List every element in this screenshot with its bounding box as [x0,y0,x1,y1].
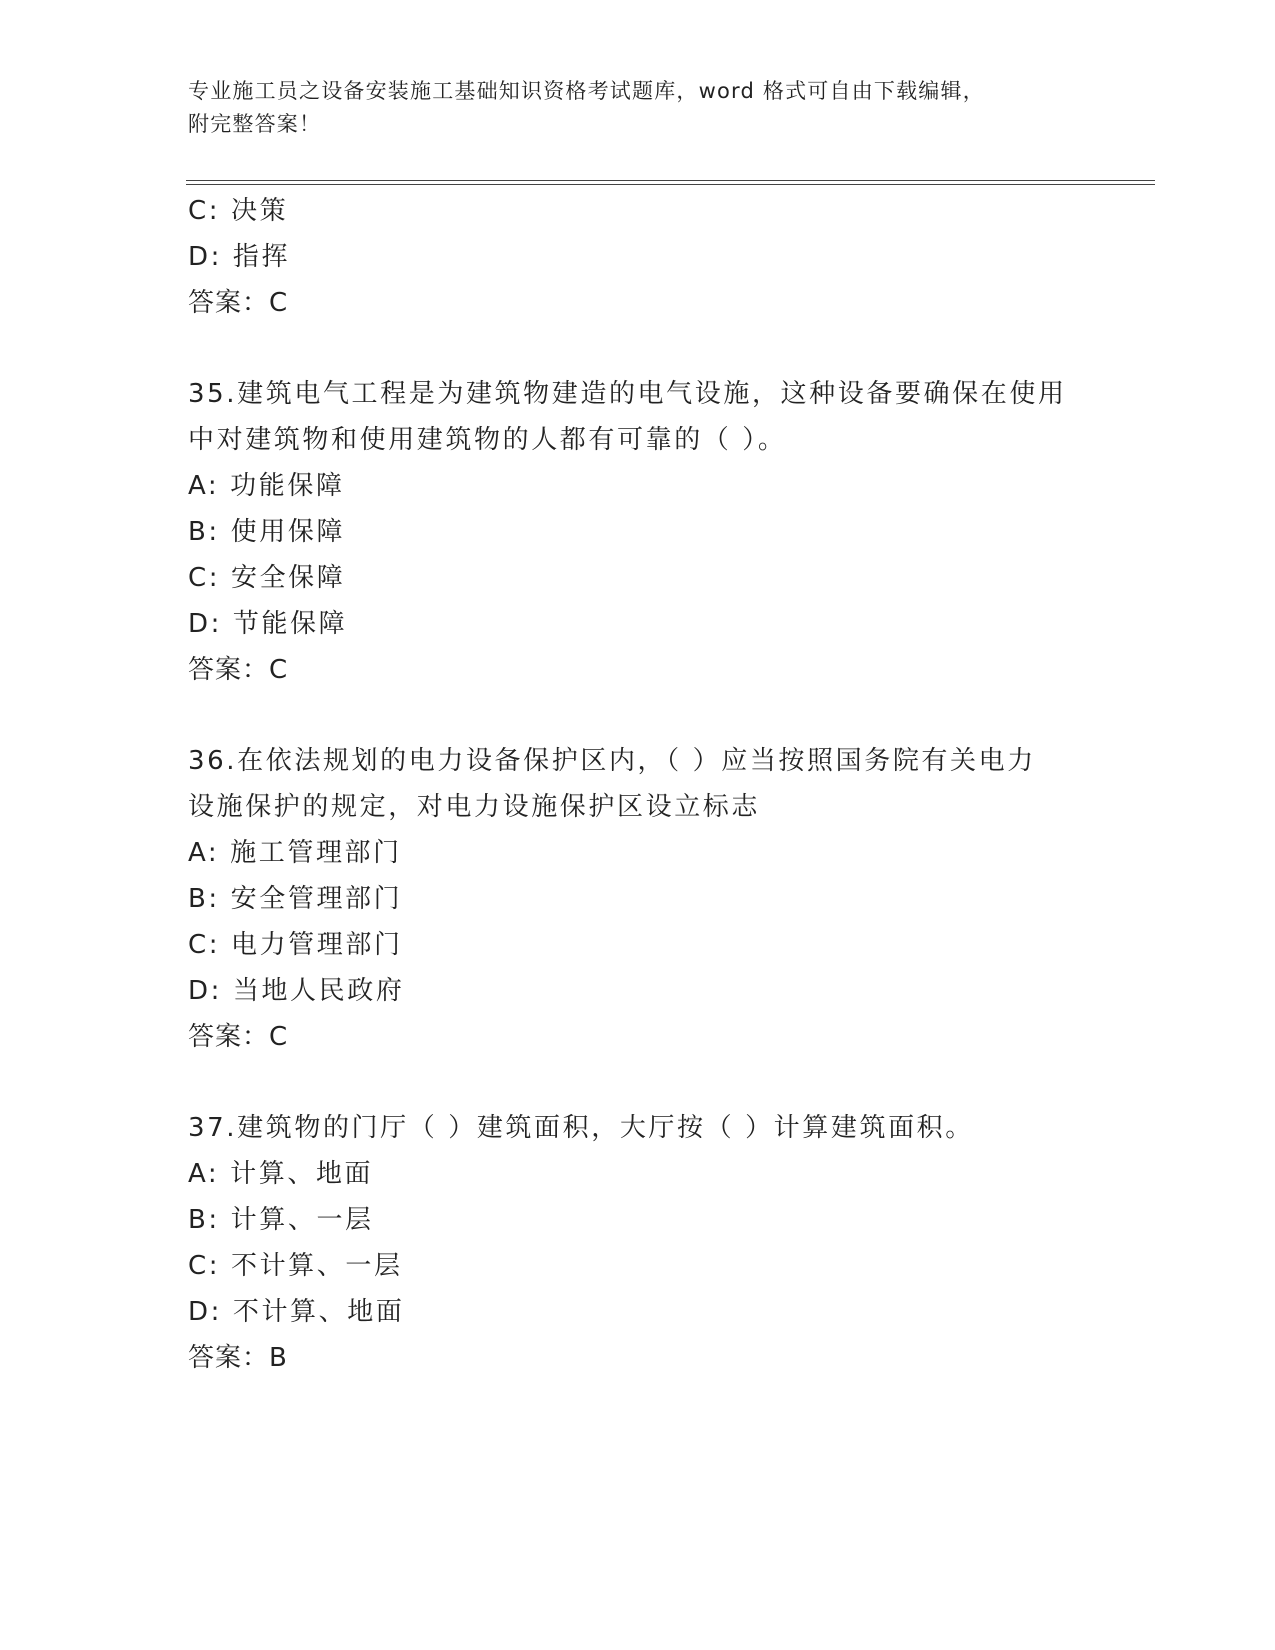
question-spacer [188,326,1088,371]
header-line-2: 附完整答案！ [188,112,322,136]
answer-line: 答案：B [188,1343,288,1373]
question-36 [188,738,1088,1060]
option-a: A: 功能保障 [188,471,345,501]
question-list [188,188,1088,1381]
option-d: D: 指挥 [188,242,291,272]
question-text: 中对建筑物和使用建筑物的人都有可靠的（ ）。 [188,425,787,455]
option-d: D: 不计算、地面 [188,1297,405,1327]
option-c: C: 决策 [188,196,289,226]
question-34-fragment [188,188,1088,326]
answer-line: 答案：C [188,1022,289,1052]
option-c: C: 安全保障 [188,563,346,593]
option-d: D: 当地人民政府 [188,976,405,1006]
question-spacer [188,1060,1088,1105]
option-b: B: 安全管理部门 [188,884,403,914]
header-divider-top [186,180,1155,181]
document-header [188,75,1068,141]
question-text: 设施保护的规定，对电力设施保护区设立标志 [188,792,761,822]
header-divider-bottom [186,184,1155,185]
option-a: A: 施工管理部门 [188,838,402,868]
question-35 [188,371,1088,693]
header-line-1: 专业施工员之设备安装施工基础知识资格考试题库，word 格式可自由下载编辑， [188,79,985,103]
answer-line: 答案：C [188,655,289,685]
question-37 [188,1105,1088,1381]
option-c: C: 不计算、一层 [188,1251,403,1281]
option-d: D: 节能保障 [188,609,348,639]
question-text: 37.建筑物的门厅（ ）建筑面积，大厅按（ ）计算建筑面积。 [188,1113,974,1143]
option-b: B: 计算、一层 [188,1205,374,1235]
option-a: A: 计算、地面 [188,1159,374,1189]
question-text: 36.在依法规划的电力设备保护区内，（ ）应当按照国务院有关电力 [188,746,1036,776]
option-b: B: 使用保障 [188,517,346,547]
option-c: C: 电力管理部门 [188,930,403,960]
answer-line: 答案：C [188,288,289,318]
question-spacer [188,693,1088,738]
question-text: 35.建筑电气工程是为建筑物建造的电气设施，这种设备要确保在使用 [188,379,1067,409]
